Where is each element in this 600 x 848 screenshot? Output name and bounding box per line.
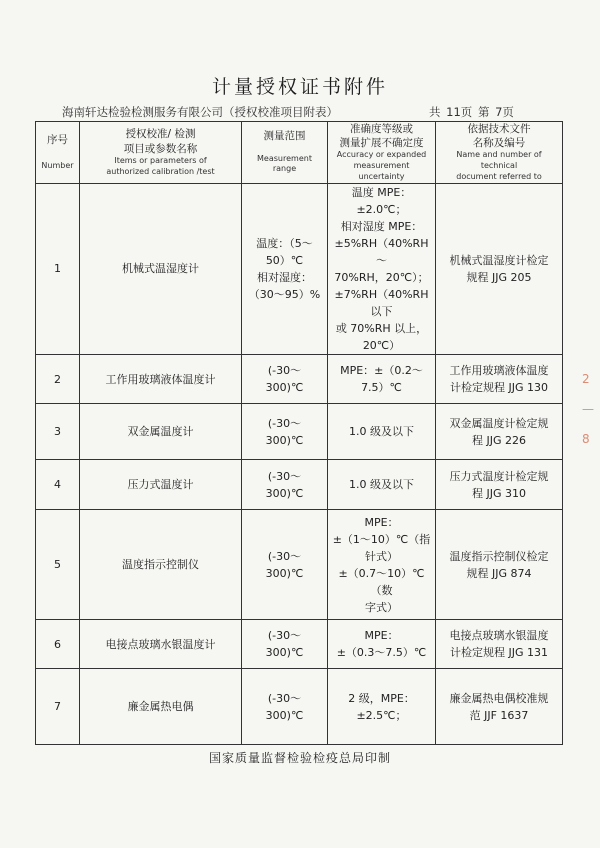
- row-accuracy: MPE： ±（1～10）℃（指 针式） ±（0.7～10）℃（数 字式）: [328, 510, 436, 620]
- table-row: [36, 355, 563, 404]
- table-row: [36, 669, 563, 745]
- header-accuracy: [328, 122, 436, 184]
- row-range: (-30～ 300)℃: [242, 669, 328, 745]
- seal-fragment-1: 2: [582, 372, 590, 386]
- row-number: 4: [36, 460, 80, 510]
- printer-footer: 国家质量监督检验检疫总局印制: [208, 751, 391, 765]
- table-row: [36, 183, 563, 354]
- header-number: [36, 122, 80, 184]
- row-item: 廉金属热电偶: [80, 669, 242, 745]
- row-item: 压力式温度计: [80, 460, 242, 510]
- header-reference-en: Name and number of technical document referred to: [456, 150, 542, 181]
- table-row: [36, 510, 563, 620]
- header-item-en: Items or parameters of authorized calibration /test: [106, 155, 215, 176]
- header-accuracy-cn: 准确度等级或 测量扩展不确定度: [339, 123, 424, 150]
- page-title: 计量授权证书附件: [211, 76, 388, 98]
- seal-fragment-3: 8: [582, 432, 590, 446]
- header-item: [80, 122, 242, 184]
- page-count: 共 11页 第 7页: [429, 105, 514, 119]
- row-item: 机械式温湿度计: [80, 183, 242, 354]
- row-accuracy: MPE：±（0.2～ 7.5）℃: [328, 355, 436, 404]
- row-number: 6: [36, 620, 80, 669]
- row-accuracy: 温度 MPE：±2.0℃； 相对湿度 MPE： ±5%RH（40%RH～ 70%RH，20℃）； ±7%RH（40%RH 以下 或 70%RH 以上， 20℃）: [328, 183, 436, 354]
- row-reference: 机械式温湿度计检定 规程 JJG 205: [436, 183, 563, 354]
- row-reference: 工作用玻璃液体温度 计检定规程 JJG 130: [436, 355, 563, 404]
- row-item: 工作用玻璃液体温度计: [80, 355, 242, 404]
- header-number-cn: 序号: [47, 133, 68, 146]
- row-item: 温度指示控制仪: [80, 510, 242, 620]
- header-range-cn: 测量范围: [263, 130, 306, 143]
- row-item: 双金属温度计: [80, 404, 242, 460]
- row-reference: 压力式温度计检定规 程 JJG 310: [436, 460, 563, 510]
- row-reference: 双金属温度计检定规 程 JJG 226: [436, 404, 563, 460]
- header-range: [242, 122, 328, 184]
- header-range-en: Measurement range: [257, 153, 312, 174]
- header-accuracy-en: Accuracy or expanded measurement uncertainty: [336, 150, 427, 181]
- row-reference: 电接点玻璃水银温度 计检定规程 JJG 131: [436, 620, 563, 669]
- table-row: [36, 620, 563, 669]
- header-number-en: Number: [41, 161, 74, 171]
- row-accuracy: 1.0 级及以下: [328, 460, 436, 510]
- row-range: (-30～ 300)℃: [242, 355, 328, 404]
- organization-name: 海南轩达检验检测服务有限公司（授权校准项目附表）: [62, 105, 338, 119]
- row-reference: 廉金属热电偶校准规 范 JJF 1637: [436, 669, 563, 745]
- header-reference: [436, 122, 563, 184]
- row-range: 温度：（5～ 50）℃ 相对湿度： （30～95）%: [242, 183, 328, 354]
- row-accuracy: 2 级，MPE：±2.5℃；: [328, 669, 436, 745]
- header-reference-cn: 依据技术文件 名称及编号: [467, 123, 531, 150]
- seal-fragment-2: —: [582, 402, 594, 416]
- table-row: [36, 460, 563, 510]
- row-range: (-30～ 300)℃: [242, 404, 328, 460]
- row-accuracy: 1.0 级及以下: [328, 404, 436, 460]
- row-reference: 温度指示控制仪检定 规程 JJG 874: [436, 510, 563, 620]
- row-number: 2: [36, 355, 80, 404]
- row-number: 7: [36, 669, 80, 745]
- table-row: [36, 404, 563, 460]
- row-range: (-30～ 300)℃: [242, 620, 328, 669]
- row-number: 3: [36, 404, 80, 460]
- row-range: (-30～ 300)℃: [242, 460, 328, 510]
- row-number: 5: [36, 510, 80, 620]
- row-accuracy: MPE： ±（0.3～7.5）℃: [328, 620, 436, 669]
- row-number: 1: [36, 183, 80, 354]
- table-header-row: [36, 122, 563, 184]
- row-range: (-30～ 300)℃: [242, 510, 328, 620]
- row-item: 电接点玻璃水银温度计: [80, 620, 242, 669]
- header-item-cn: 授权校准/ 检测 项目或参数名称: [123, 128, 198, 155]
- authorization-table: [35, 121, 563, 745]
